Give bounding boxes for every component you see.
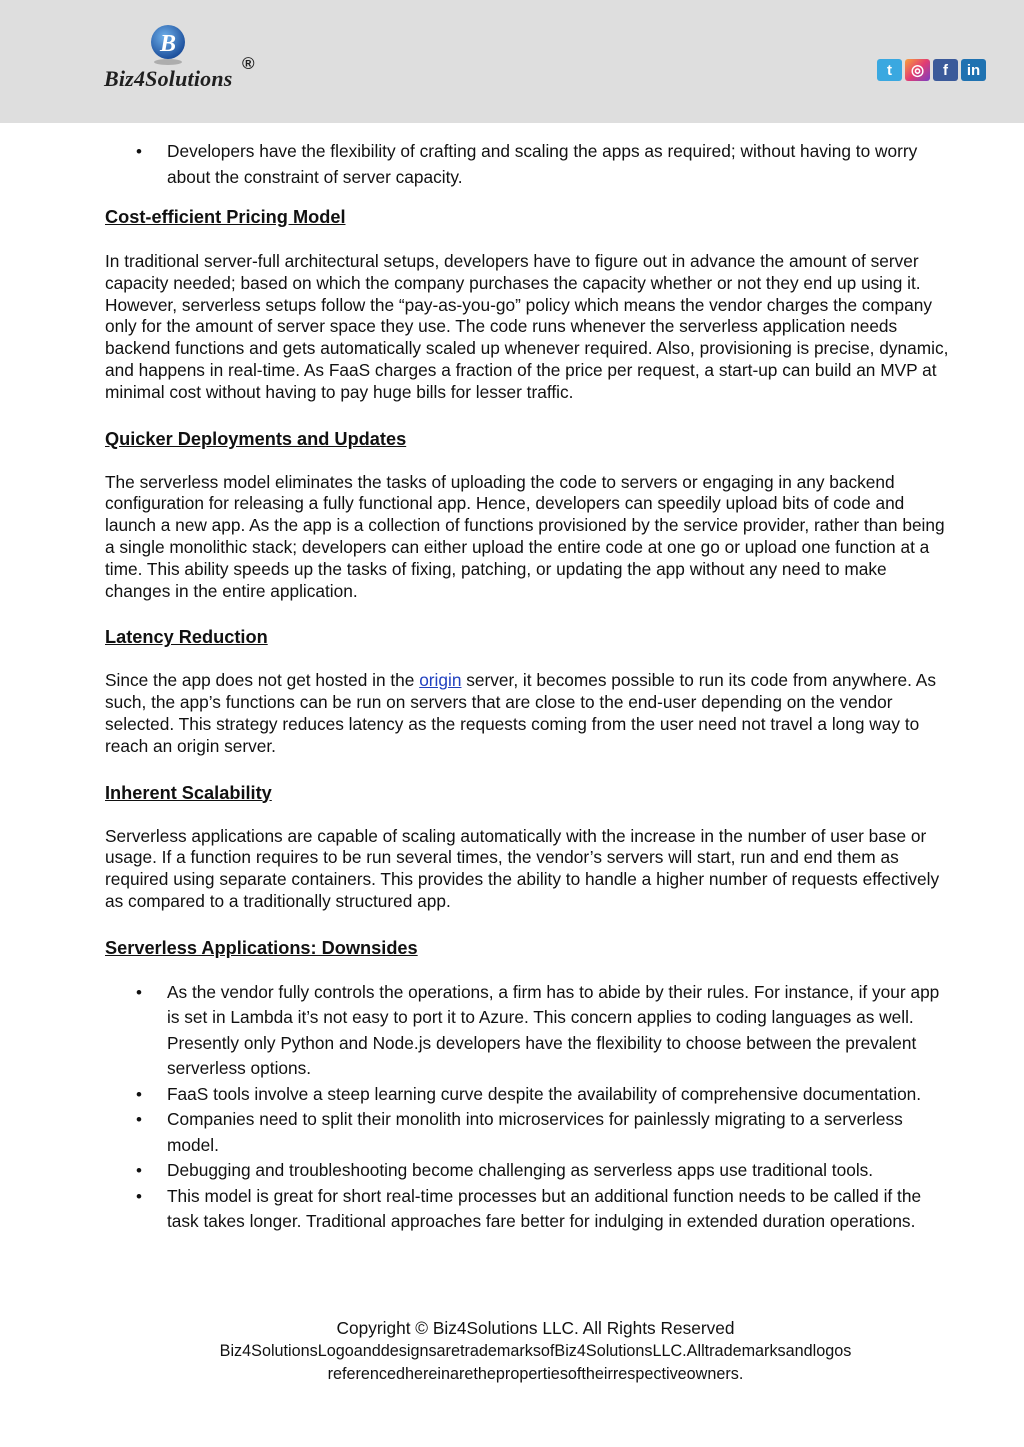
page-header <box>0 0 1024 123</box>
section-body-latency: Since the app does not get hosted in the origin server, it becomes possible to run its code from anywhere. As such, the app’s functions can be run on servers that are close to the end-user depending on the vendor selected. This strategy reduces latency as the requests coming from the user need not travel a long way to reach an origin server. <box>105 670 936 756</box>
intro-list <box>105 139 950 190</box>
section-heading-latency: Latency Reduction <box>105 627 268 648</box>
section-heading-scalability: Inherent Scalability <box>105 782 272 803</box>
facebook-icon[interactable]: f <box>933 59 958 81</box>
downsides-list <box>105 980 950 1235</box>
origin-link[interactable]: origin <box>419 670 462 691</box>
linkedin-icon[interactable]: in <box>961 59 986 81</box>
company-logo[interactable] <box>104 24 274 94</box>
section-body-cost: In traditional server-full architectural setups, developers have to figure out in advance the amount of server capacity needed; based on which the company purchases the capacity whether or not they end up using it. However, serverless setups follow the “pay-as-you-go” policy which means the vendor charges the company only for the amount of server space they use. The code runs whenever the serverless application needs backend functions and gets automatically scaled up whenever required. Also, provisioning is precise, dynamic, and happens in real-time. As FaaS charges a fraction of the price per request, a start-up can build an MVP at minimal cost without having to pay huge bills for lesser traffic. <box>105 251 949 402</box>
trademark-text: Biz4SolutionsLogoanddesignsaretrademarksofBiz4SolutionsLLC.Alltrademarksandlogos <box>219 1342 852 1360</box>
section-body-deploy: The serverless model eliminates the tasks of uploading the code to servers or engaging in any backend configuration for releasing a fully functional app. Hence, developers can speedily upload bits of code and launch a new app. As the app is a collection of functions provisioned by the service provider, rather than being a single monolithic stack; developers can either upload the entire code at one go or upload one function at a time. This ability speeds up the tasks of fixing, patching, or updating the app without any need to make changes in the entire application. <box>105 471 945 601</box>
instagram-icon[interactable]: ◎ <box>905 59 930 81</box>
section-heading-downsides: Serverless Applications: Downsides <box>105 937 418 958</box>
section-heading-deploy: Quicker Deployments and Updates <box>105 428 407 449</box>
logo-mark-icon <box>148 24 190 68</box>
trademark-text-continued: referencedhereinarethepropertiesoftheirrespectiveowners. <box>327 1365 744 1383</box>
list-item: • FaaS tools involve a steep learning curve despite the availability of comprehensive documentation. <box>105 1082 950 1108</box>
list-item: • This model is great for short real-time processes but an additional function needs to be called if the task takes longer. Traditional approaches fare better for indulging in extended duration operations. <box>105 1184 950 1235</box>
list-item: • Companies need to split their monolith into microservices for painlessly migrating to a serverless model. <box>105 1107 950 1158</box>
copyright-text: Copyright © Biz4Solutions LLC. All Rights Reserved <box>336 1318 735 1338</box>
document-body <box>105 139 950 1235</box>
logo-wordmark: Biz4Solutions <box>104 66 233 91</box>
section-body-scalability: Serverless applications are capable of scaling automatically with the increase in the number of user base or usage. If a function requires to be run several times, the vendor’s servers will start, run and end them as required using separate containers. This provides the ability to handle a higher number of requests effectively as compared to a traditionally structured app. <box>105 825 940 911</box>
registered-mark: ® <box>242 54 255 73</box>
list-item: • As the vendor fully controls the operations, a firm has to abide by their rules. For instance, if your app is set in Lambda it’s not easy to port it to Azure. This concern applies to coding languages as well. Presently only Python and Node.js developers have the flexibility to choose between the prevalent serverless options. <box>105 980 950 1082</box>
twitter-icon[interactable]: t <box>877 59 902 81</box>
social-links <box>877 59 986 81</box>
svg-text:B: B <box>159 31 177 57</box>
section-heading-cost: Cost-efficient Pricing Model <box>105 207 346 227</box>
list-item: • Debugging and troubleshooting become challenging as serverless apps use traditional tools. <box>105 1158 950 1184</box>
list-item: • Developers have the flexibility of crafting and scaling the apps as required; without having to worry about the constraint of server capacity. <box>105 139 950 190</box>
page-footer <box>0 1317 1024 1386</box>
